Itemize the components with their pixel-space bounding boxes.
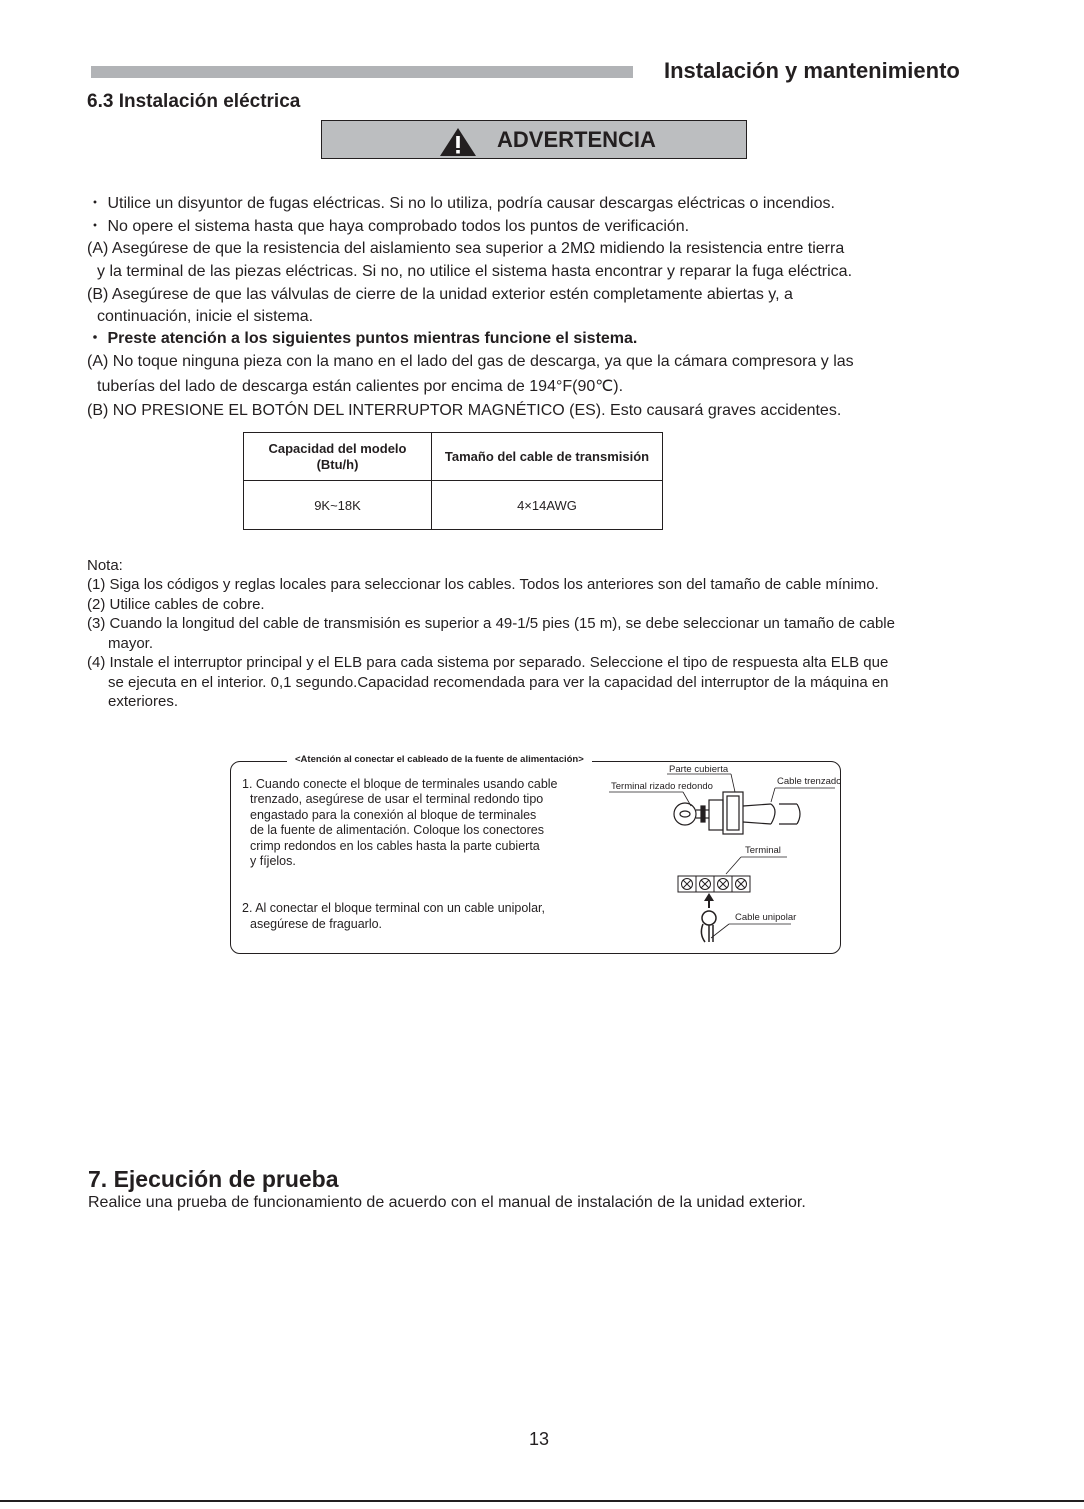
note-line: (4) Instale el interruptor principal y el ELB para cada sistema por separado. Seleccione el tipo de respuesta alta ELB que	[87, 654, 889, 671]
note-line: mayor.	[108, 635, 154, 652]
attention-line: 1. Cuando conecte el bloque de terminales usando cable	[242, 777, 558, 791]
body-line: continuación, inicie el sistema.	[97, 308, 314, 325]
body-line-bold: ・ Preste atención a los siguientes puntos mientras funcione el sistema.	[87, 330, 638, 347]
attention-box	[230, 754, 842, 954]
table-header-row	[244, 433, 663, 481]
attention-box-title: <Atención al conectar el cableado de la fuente de alimentación>	[287, 754, 592, 765]
attention-line: crimp redondos en los cables hasta la parte cubierta	[250, 839, 540, 853]
note-line: (3) Cuando la longitud del cable de transmisión es superior a 49-1/5 pies (15 m), se debe seleccionar un tamaño de cable	[87, 615, 895, 632]
attention-line: 2. Al conectar el bloque terminal con un cable unipolar,	[242, 901, 545, 915]
table-header-capacity	[244, 433, 432, 481]
header-bar	[91, 66, 633, 78]
note-line: se ejecuta en el interior. 0,1 segundo.Capacidad recomendada para ver la capacidad del interruptor de la máquina en	[108, 674, 889, 691]
attention-line: asegúrese de fraguarlo.	[250, 917, 383, 931]
table-cell-capacity: 9K~18K	[244, 481, 432, 530]
section7-title: 7. Ejecución de prueba	[88, 1166, 339, 1192]
table-header-cable: Tamaño del cable de transmisión	[432, 433, 663, 481]
body-line: ・ No opere el sistema hasta que haya comprobado todos los puntos de verificación.	[87, 218, 690, 235]
notes-title: Nota:	[87, 557, 123, 574]
attention-line: trenzado, asegúrese de usar el terminal redondo tipo	[250, 792, 544, 806]
warning-banner	[321, 120, 747, 159]
body-line: ・ Utilice un disyuntor de fugas eléctricas. Si no lo utiliza, podría causar descargas eléctricas o incendios.	[87, 195, 835, 212]
body-line: (B) NO PRESIONE EL BOTÓN DEL INTERRUPTOR MAGNÉTICO (ES). Esto causará graves accidentes.	[87, 402, 842, 419]
table-header-capacity-line1: Capacidad del modelo	[268, 440, 407, 456]
attention-line: engastado para la conexión al bloque de terminales	[250, 808, 537, 822]
up-arrow-icon	[704, 893, 714, 908]
attention-line: de la fuente de alimentación. Coloque los conectores	[250, 823, 544, 837]
body-line: tuberías del lado de descarga están calientes por encima de 194°F(90℃).	[97, 378, 624, 395]
table-header-capacity-line2: (Btu/h)	[316, 456, 359, 472]
body-line: y la terminal de las piezas eléctricas. Si no, no utilice el sistema hasta encontrar y reparar la fuga eléctrica.	[97, 263, 853, 280]
page-number: 13	[529, 1429, 550, 1449]
body-line: (B) Asegúrese de que las válvulas de cierre de la unidad exterior estén completamente abiertas y, a	[87, 286, 793, 303]
label-single-core-cable: Cable unipolar	[735, 912, 797, 923]
warning-label: ADVERTENCIA	[497, 127, 656, 152]
single-core-cable-icon	[701, 911, 716, 942]
attention-line: y fíjelos.	[250, 854, 296, 868]
section-title: 6.3 Instalación eléctrica	[87, 91, 301, 112]
label-stranded-cable: Cable trenzado	[777, 776, 842, 787]
note-line: (2) Utilice cables de cobre.	[87, 596, 265, 613]
table-cell-cable: 4×14AWG	[432, 481, 663, 530]
bottom-rule	[0, 1500, 1084, 1502]
label-terminal: Terminal	[745, 845, 781, 856]
body-line: (A) Asegúrese de que la resistencia del aislamiento sea superior a 2MΩ midiendo la resistencia entre tierra	[87, 240, 845, 257]
table-row	[244, 481, 663, 530]
warning-triangle-icon	[438, 127, 478, 157]
section7-text: Realice una prueba de funcionamiento de acuerdo con el manual de instalación de la unidad exterior.	[88, 1194, 806, 1211]
round-crimp-terminal-icon	[674, 792, 800, 834]
label-covered-part: Parte cubierta	[669, 764, 729, 775]
terminal-block-icon	[678, 876, 750, 892]
body-line: (A) No toque ninguna pieza con la mano en el lado del gas de descarga, ya que la cámara compresora y las	[87, 353, 854, 370]
label-round-crimp-terminal: Terminal rizado redondo	[611, 781, 713, 792]
note-line: (1) Siga los códigos y reglas locales para seleccionar los cables. Todos los anteriores son del tamaño de cable mínimo.	[87, 576, 879, 593]
cable-spec-table	[243, 432, 663, 530]
wiring-diagram	[231, 762, 842, 952]
header-title: Instalación y mantenimiento	[664, 58, 960, 83]
note-line: exteriores.	[108, 693, 179, 710]
